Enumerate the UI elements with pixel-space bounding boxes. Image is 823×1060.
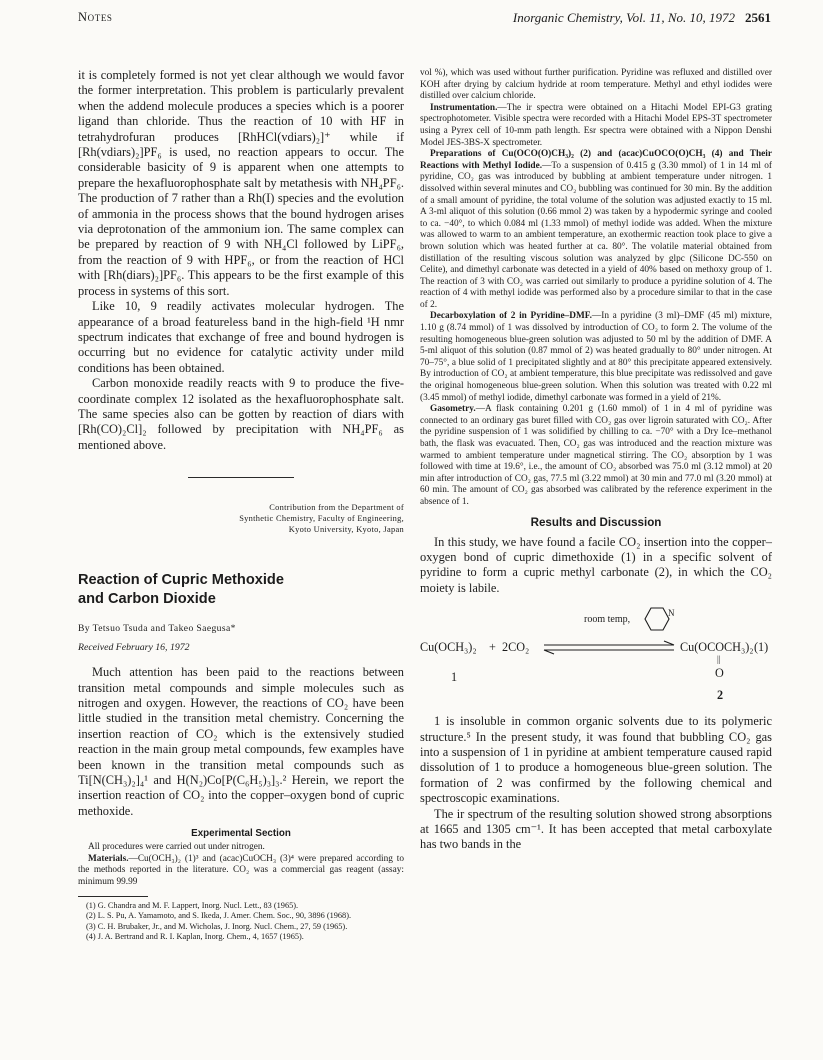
- section-name: Notes: [78, 10, 113, 24]
- contribution-line: Contribution from the Department of: [269, 503, 404, 513]
- left-column: [78, 68, 404, 943]
- paragraph-text: —A flask containing 0.201 g (1.60 mmol) of 1 in 4 ml of pyridine was connected to an ordinary gas buret filled with CO₂ gas over ligroin saturated with CO₂. After the pyridine suspension of 1 was solidified by chilling to ca. −70° with a Dry Ice–methanol bath, the flask was evacuated. Then, CO₂ gas was introduced and the reaction mixture was warmed to ambient temperature under magnetical stirring. The CO₂ absorption by 1 was followed with time at 19.6°, i.e., the amount of CO₂ absorbed was 75.0 ml (3.12 mmol) at 20 min after introduction of CO₂ gas, 77.5 ml (3.22 mmol) at 30 min and 77.0 ml (3.20 mmol) at 60 min. The amount of CO₂ gas absorbed was calibrated by the reference experiment in the absence of 1.: [420, 404, 772, 507]
- runin-heading: Materials.: [88, 853, 129, 864]
- introduction-paragraph: Much attention has been paid to the reactions between transition metal compounds and simple molecules such as nitrogen and oxygen. However, the reactions of CO₂ have been little studied in the transition metal chemistry. Concerning the insertion reaction of CO₂ which is the extensively studied reaction in the main group metal compounds, few examples have been known in the transition metal compounds such as Ti[N(CH₃)₂]₄¹ and H(N₂)Co[P(C₆H₅)₃]₃.² Herein, we report the insertion reaction of CO₂ into the copper–oxygen bond of cupric methoxide.: [78, 665, 404, 818]
- paragraph-text: —Cu(OCH₃)₂ (1)³ and (acac)CuOCH₃ (3)⁴ were prepared according to the methods reported in the literature. CO₂ was a commercial gas reagent (assay: minimum 99.99: [78, 853, 404, 887]
- reactant-co2: 2CO₂: [502, 640, 530, 655]
- footnote: (4) J. A. Bertrand and R. I. Kaplan, Inorg. Chem., 4, 1657 (1965).: [86, 932, 304, 942]
- experimental-paragraph: [420, 404, 772, 508]
- footnote: (2) L. S. Pu, A. Yamamoto, and S. Ikeda, J. Amer. Chem. Soc., 90, 3896 (1968).: [86, 911, 352, 921]
- page-number: 2561: [745, 10, 771, 25]
- runin-heading: Preparations of Cu(OCO(O)CH₃)₂ (2) and (acac)CuOCO(O)CH₃ (4) and Their Reactions with Methyl Iodide.: [420, 149, 772, 171]
- contribution-line: Synthetic Chemistry, Faculty of Engineering,: [239, 514, 404, 524]
- section-heading: Experimental Section: [191, 828, 291, 840]
- paragraph-text: —To a suspension of 0.415 g (3.30 mmol) of 1 in 14 ml of pyridine, CO₂ gas was introduced by bubbling at ambient temperature under nitrogen. 1 dissolved within several minutes and CO₂ bubbling was continued for 30 min. By the addition of a small amount of pyridine, the total volume of the solution was adjusted exactly to 15 ml. A 3-ml aliquot of this solution (0.66 mmol 2) was taken by a hypodermic syringe and cooled to ca. −40°, to which 0.084 ml (1.33 mmol) of methyl iodide was added. When the mixture was allowed to warm to an ambient temperature, an exothermic reaction took place to give a brown solution which was heated further at ca. 80°. The volatile material obtained from distillation of the resulting viscous solution was analyzed by glpc (Silicone DC-550 on Celite), and dimethyl carbonate was detected in a yield of 40% based on methoxy group of 1. The reaction of 3 with CO₂ was carried out similarly to produce a pyridine solution of 4. The reaction of 4 with methyl iodide was performed also by a procedure similar to that in the case of 2.: [420, 160, 772, 310]
- article-authors: By Tetsuo Tsuda and Takeo Saegusa*: [78, 623, 236, 635]
- experimental-paragraph: All procedures were carried out under nitrogen.: [88, 842, 265, 853]
- experimental-paragraph: [420, 311, 772, 404]
- body-paragraph: Like 10, 9 readily activates molecular hydrogen. The appearance of a broad featureless band in the high-field ¹H nmr spectrum indicates that exchange of free and bound hydrogen is occurring but no evidence for catalytic activity under mild conditions has been obtained.: [78, 299, 404, 375]
- reactant-cupric-methoxide: Cu(OCH₃)₂: [420, 640, 477, 655]
- page-header: [78, 10, 771, 30]
- compound-label-2: 2: [717, 688, 724, 703]
- experimental-paragraph: [420, 103, 772, 149]
- paragraph-text: —In a pyridine (3 ml)–DMF (45 ml) mixture, 1.10 g (8.74 mmol) of 1 was dissolved by introduction of CO₂ to form 2. The volume of the resulting homogeneous blue-green solution was adjusted to 50 ml by the addition of DMF. A 5-ml aliquot of this solution (0.87 mmol of 2) was heated gradually to 80° under nitrogen. At 70–75°, a blue solid of 1 precipitated slightly and at 80° this precipitate appeared extensively. By introduction of CO₂ at ambient temperature, this blue precipitate was redissolved and gave the original homogeneous blue-green solution. When this solution was treated with 0.22 ml (3.45 mmol) of methyl iodide, dimethyl carbonate was formed in a yield of 21%.: [420, 311, 772, 403]
- runin-heading: Decarboxylation of 2 in Pyridine–DMF.: [430, 311, 592, 322]
- footnotes: [78, 901, 404, 943]
- paragraph-text: —The ir spectra were obtained on a Hitachi Model EPI-G3 grating spectrophotometer. Visible spectra were recorded with a Hitachi Model EPS-3T spectrometer using a Pyrex cell of 10-mm path length. Esr spectra were obtained with a Nippon Denshi Model JES-3BS-X spectrometer.: [420, 102, 772, 148]
- experimental-paragraph: [420, 149, 772, 311]
- contribution-line: Kyoto University, Kyoto, Japan: [288, 525, 404, 535]
- right-column: [420, 68, 772, 853]
- body-paragraph: it is completely formed is not yet clear although we would favor the former interpretation. This problem is particularly prevalent when the addend molecule produces a species which is a poorer ligand than chloride. Thus the reaction of 10 with HF in tetrahydrofuran produces [RhHCl(vdiars)₂]⁺ while if [Rh(vdiars)₂]PF₆ is used, no reaction appears to occur. The considerable basicity of 9 is apparent when one attempts to prepare the hexafluorophosphate salt by metathesis with NH₄PF₆. The production of 7 rather than a Rh(I) species and the evolution of ammonia in the process shows that the bound hydrogen arises via deprotonation of the ammonium ion. The same complex can be prepared by reaction of 9 with NH₄Cl followed by LiPF₆, from the reaction of 9 with HPF₆, or from the reaction of HCl with [Rh(diars)₂]PF₆. This appears to be the first example of this process in systems of this sort.: [78, 68, 404, 298]
- body-paragraph: The ir spectrum of the resulting solution showed strong absorptions at 1665 and 1305 cm⁻¹. It has been accepted that metal carboxylate has two bands in the: [420, 806, 772, 852]
- body-paragraph: 1 is insoluble in common organic solvents due to its polymeric structure.⁵ In the present study, it was found that bubbling CO₂ gas into a suspension of 1 in pyridine at ambient temperature caused rapid dissolution of 1 to produce a homogeneous blue-green solution. The formation of 2 was confirmed by the following chemical and spectroscopic examinations.: [420, 714, 772, 806]
- received-date: Received February 16, 1972: [78, 642, 190, 654]
- double-bond-mark: ||: [717, 654, 721, 665]
- section-heading: Results and Discussion: [530, 515, 662, 529]
- plus-sign: +: [489, 640, 496, 655]
- experimental-paragraph: vol %), which was used without further purification. Pyridine was refluxed and distilled over KOH after drying by calcium hydride at room temperature. Methyl and ethyl iodides were distilled over calcium chloride.: [420, 68, 772, 102]
- svg-text:N: N: [668, 608, 675, 619]
- body-paragraph: Carbon monoxide readily reacts with 9 to produce the five-coordinate complex 12 isolated as the hexafluorophosphate salt. The same species also can be gotten by reaction of diars with [Rh(CO)₂Cl]₂ followed by precipitation with NH₄PF₆ as mentioned above.: [78, 376, 404, 452]
- body-paragraph: In this study, we have found a facile CO₂ insertion into the copper–oxygen bond of cupric dimethoxide (1) in a specific solvent of pyridine to form a cupric methyl carbonate (2), in which the CO₂ moiety is labile.: [420, 534, 772, 595]
- footnote-rule: [78, 896, 148, 897]
- reaction-scheme: [420, 604, 772, 708]
- reaction-condition: room temp,: [584, 614, 631, 626]
- equation-number: (1): [754, 640, 769, 655]
- equilibrium-arrow-icon: [524, 640, 678, 656]
- product-cupric-methyl-carbonate: Cu(OCOCH₃)₂: [680, 640, 754, 655]
- carbonyl-oxygen: O: [715, 666, 724, 681]
- footnote: (3) C. H. Brubaker, Jr., and M. Wicholas, J. Inorg. Nucl. Chem., 27, 59 (1965).: [86, 921, 348, 931]
- compound-label-1: 1: [451, 670, 458, 685]
- runin-heading: Gasometry.: [430, 404, 476, 415]
- journal-name: Inorganic Chemistry, Vol. 11, No. 10, 1972: [512, 10, 735, 25]
- journal-citation: [513, 10, 771, 26]
- article-separator: [188, 477, 294, 478]
- pyridine-ring-icon: [642, 605, 675, 633]
- footnote: (1) G. Chandra and M. F. Lappert, Inorg. Nucl. Lett., 83 (1965).: [86, 900, 299, 910]
- article-title: Reaction of Cupric Methoxide and Carbon Dioxide: [78, 572, 284, 608]
- experimental-paragraph: [78, 854, 404, 889]
- runin-heading: Instrumentation.: [430, 102, 498, 113]
